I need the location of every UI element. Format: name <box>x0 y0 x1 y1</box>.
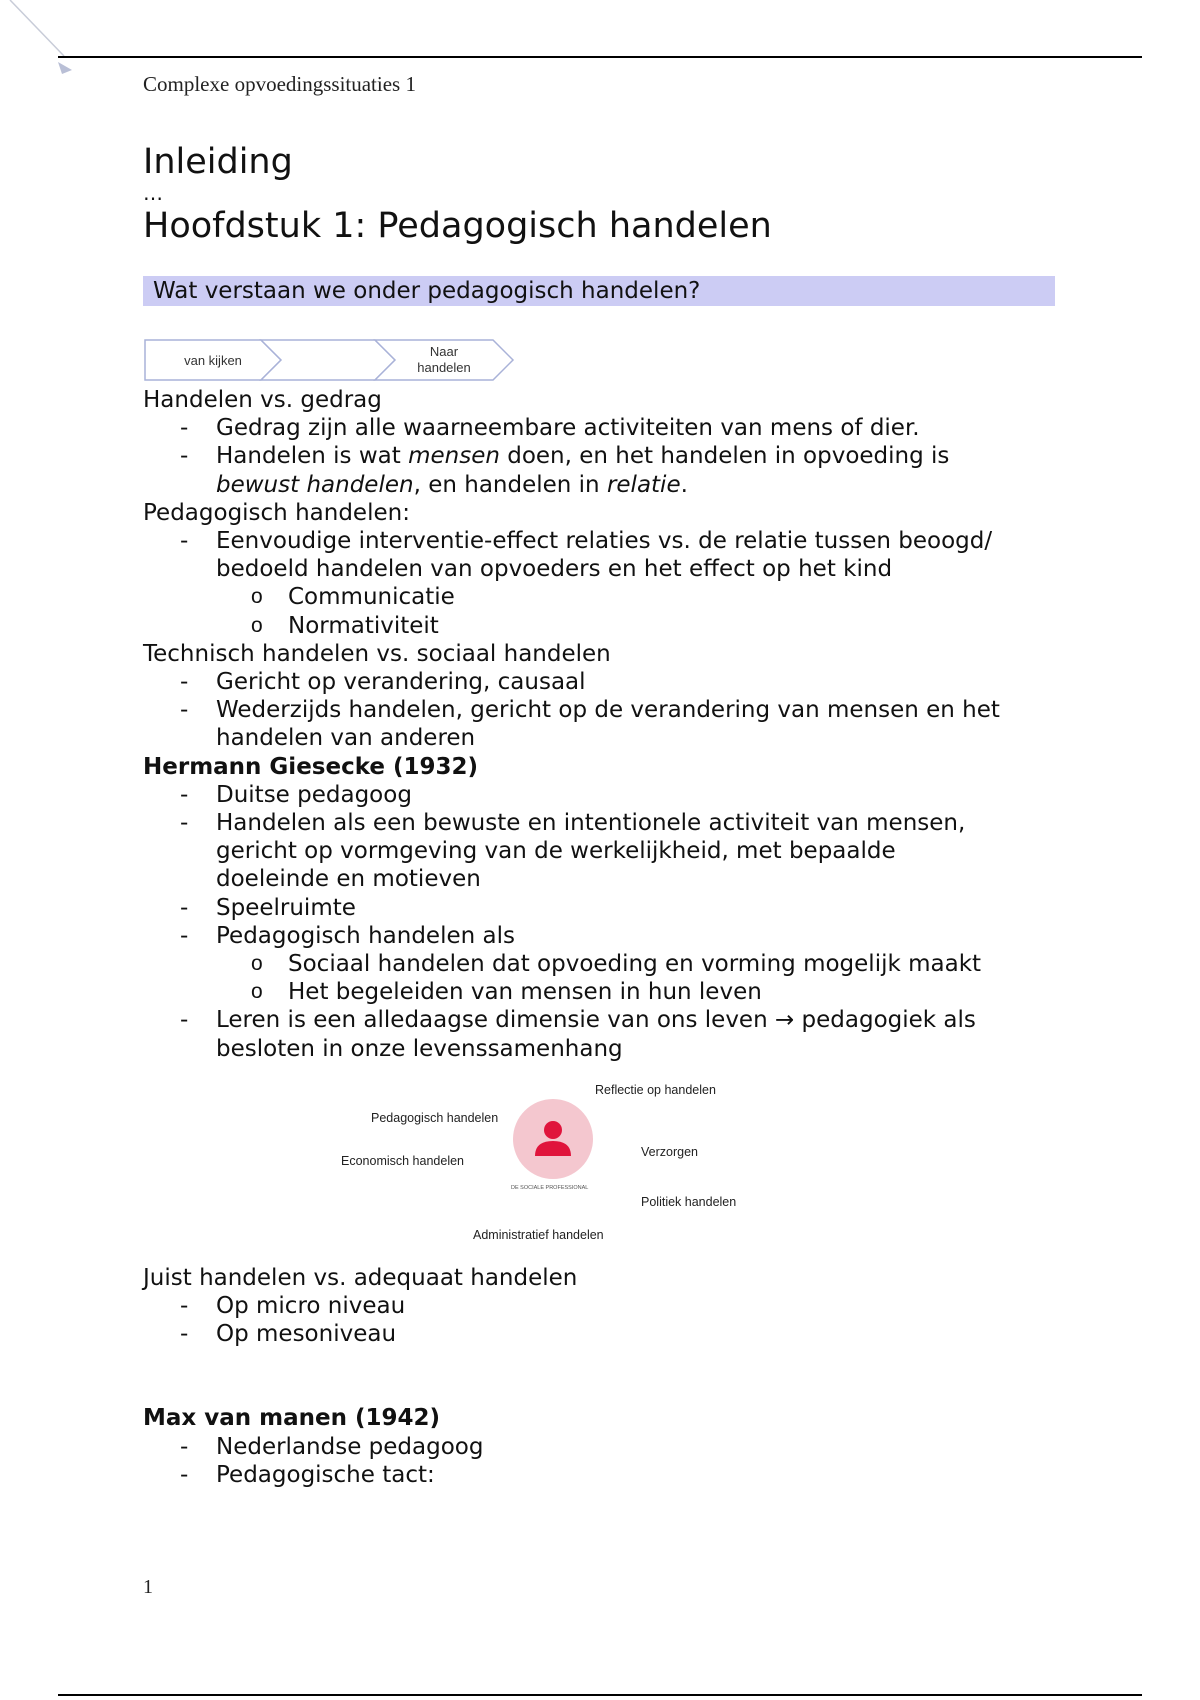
list-item: - Op mesoniveau <box>143 1320 1063 1348</box>
list-item-continuation: bewust handelen, en handelen in relatie. <box>216 471 688 498</box>
giesecke-heading: Hermann Giesecke (1932) <box>143 753 479 780</box>
list-item: - Op micro niveau <box>143 1292 1063 1320</box>
list-item-continuation: besloten in onze levenssamenhang <box>216 1035 623 1062</box>
process-chevrons <box>143 338 523 382</box>
sub-list-item: o Het begeleiden van mensen in hun leven <box>143 978 1063 1006</box>
list-item: - Eenvoudige interventie-effect relaties vs. de relatie tussen beoogd/ <box>143 527 1063 555</box>
chapter-heading: Hoofdstuk 1: Pedagogisch handelen <box>143 206 772 246</box>
list-item: - Nederlandse pedagoog <box>143 1433 1063 1461</box>
list-item-continuation: doeleinde en motieven <box>216 866 481 893</box>
chevron-label-1: van kijken <box>184 353 242 368</box>
handelen-heading: Handelen vs. gedrag <box>143 387 382 413</box>
corner-fold-mark <box>0 0 80 80</box>
chevron-label-3b: handelen <box>417 360 471 375</box>
sub-list-item: o Normativiteit <box>143 612 1063 640</box>
chevron-label-3a: Naar <box>429 344 459 359</box>
diagram-label-economisch: Economisch handelen <box>341 1153 464 1168</box>
question-bar: Wat verstaan we onder pedagogisch handelen? <box>143 276 1055 306</box>
list-item-continuation: bedoeld handelen van opvoeders en het effect op het kind <box>216 556 893 583</box>
list-item: - Gericht op verandering, causaal <box>143 668 1063 696</box>
pedagogisch-heading: Pedagogisch handelen: <box>143 499 410 526</box>
list-item: - Speelruimte <box>143 894 1063 922</box>
list-item: - Gedrag zijn alle waarneembare activiteiten van mens of dier. <box>143 414 1063 442</box>
heading-inleiding: Inleiding <box>143 142 293 182</box>
diagram-label-administratief: Administratief handelen <box>473 1227 604 1242</box>
sub-list-item: o Sociaal handelen dat opvoeding en vorming mogelijk maakt <box>143 950 1063 978</box>
list-item: - Pedagogische tact: <box>143 1461 1063 1489</box>
list-item: - Pedagogisch handelen als <box>143 922 1063 950</box>
list-item: - Handelen is wat mensen doen, en het handelen in opvoeding is <box>143 442 1063 470</box>
list-item: - Handelen als een bewuste en intentionele activiteit van mensen, <box>143 809 1063 837</box>
list-item-continuation: gericht op vormgeving van de werkelijkheid, met bepaalde <box>216 838 896 865</box>
intro-ellipsis: … <box>143 181 163 205</box>
diagram-center-circle <box>513 1099 593 1179</box>
chevron-step-2 <box>261 340 395 380</box>
diagram-label-verzorgen: Verzorgen <box>641 1144 698 1159</box>
diagram-label-pedagogisch: Pedagogisch handelen <box>371 1110 499 1125</box>
list-item-continuation: handelen van anderen <box>216 725 476 752</box>
technisch-heading: Technisch handelen vs. sociaal handelen <box>143 640 611 667</box>
list-item: - Wederzijds handelen, gericht op de verandering van mensen en het <box>143 696 1063 724</box>
list-item: - Leren is een alledaagse dimensie van ons leven → pedagogiek als <box>143 1006 1063 1034</box>
page-header: Complexe opvoedingssituaties 1 <box>143 72 416 96</box>
diagram-label-professional: DE SOCIALE PROFESSIONAL <box>511 1184 589 1191</box>
sub-list-item: o Communicatie <box>143 583 1063 611</box>
person-icon <box>513 1099 593 1179</box>
list-item: - Duitse pedagoog <box>143 781 1063 809</box>
juist-heading: Juist handelen vs. adequaat handelen <box>143 1264 578 1291</box>
diagram-label-politiek: Politiek handelen <box>641 1194 737 1209</box>
footer-rule <box>58 1694 1142 1696</box>
manen-heading: Max van manen (1942) <box>143 1405 441 1432</box>
header-rule <box>58 56 1142 58</box>
handelen-diagram <box>143 1073 1063 1258</box>
page-number: 1 <box>143 1576 153 1598</box>
diagram-label-reflectie: Reflectie op handelen <box>595 1082 716 1097</box>
document-body <box>143 140 1063 1489</box>
